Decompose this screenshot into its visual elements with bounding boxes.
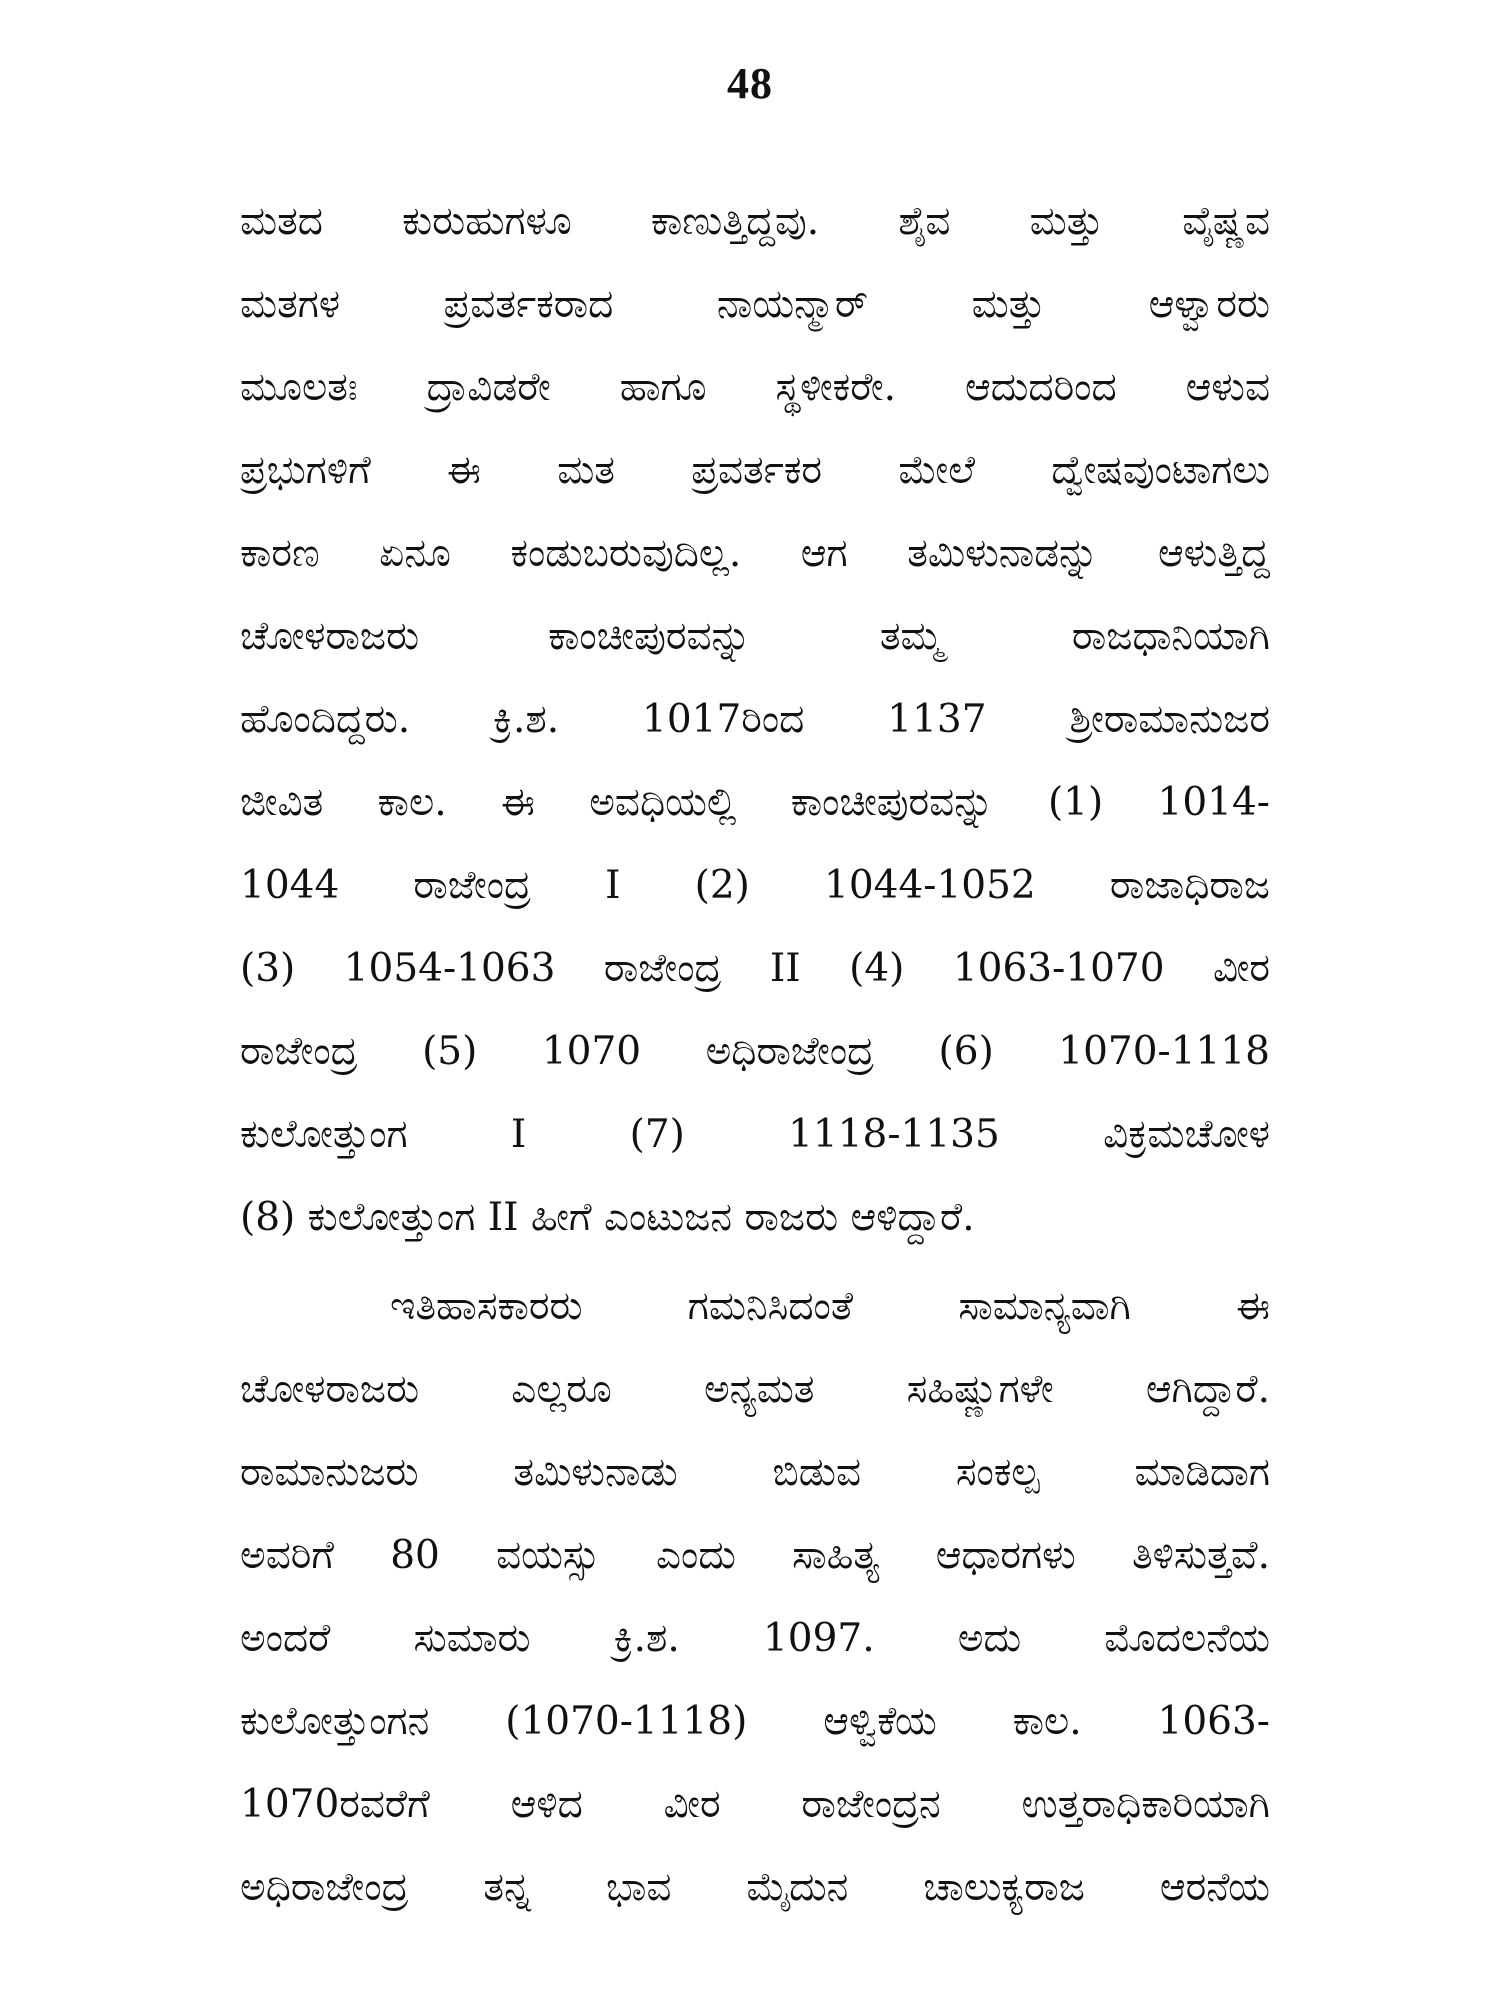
text-line: ಪ್ರಭುಗಳಿಗೆ ಈ ಮತ ಪ್ರವರ್ತಕರ ಮೇಲೆ ದ್ವೇಷವುಂಟಾಗಲು (240, 448, 1270, 493)
text-line: 1070ರವರೆಗೆ ಆಳಿದ ವೀರ ರಾಜೇಂದ್ರನ ಉತ್ತರಾಧಿಕಾರಿಯಾಗಿ (240, 1782, 1270, 1827)
paragraph-2 (240, 1265, 1270, 1929)
text-line: ಜೀವಿತ ಕಾಲ. ಈ ಅವಧಿಯಲ್ಲಿ ಕಾಂಚೀಪುರವನ್ನು (1) 1014- (240, 780, 1270, 825)
paragraph-1 (240, 180, 1270, 1259)
page-number: 48 (727, 59, 773, 108)
text-line: ಚೋಳರಾಜರು ಕಾಂಚೀಪುರವನ್ನು ತಮ್ಮ ರಾಜಧಾನಿಯಾಗಿ (240, 614, 1270, 659)
text-line: (3) 1054-1063 ರಾಜೇಂದ್ರ II (4) 1063-1070 ವೀರ (240, 946, 1270, 991)
text-line: ರಾಜೇಂದ್ರ (5) 1070 ಅಧಿರಾಜೇಂದ್ರ (6) 1070-1118 (240, 1029, 1270, 1074)
text-line: ಅವರಿಗೆ 80 ವಯಸ್ಸು ಎಂದು ಸಾಹಿತ್ಯ ಆಧಾರಗಳು ತಿಳಿಸುತ್ತವೆ. (240, 1533, 1270, 1578)
text-line: ಕಾರಣ ಏನೂ ಕಂಡುಬರುವುದಿಲ್ಲ. ಆಗ ತಮಿಳುನಾಡನ್ನು ಆಳುತ್ತಿದ್ದ (240, 531, 1270, 576)
text-line: 1044 ರಾಜೇಂದ್ರ I (2) 1044-1052 ರಾಜಾಧಿರಾಜ (240, 863, 1270, 908)
text-line: ರಾಮಾನುಜರು ತಮಿಳುನಾಡು ಬಿಡುವ ಸಂಕಲ್ಪ ಮಾಡಿದಾಗ (240, 1450, 1270, 1495)
text-line: ಚೋಳರಾಜರು ಎಲ್ಲರೂ ಅನ್ಯಮತ ಸಹಿಷ್ಣುಗಳೇ ಆಗಿದ್ದಾರೆ. (240, 1367, 1270, 1412)
text-line: (8) ಕುಲೋತ್ತುಂಗ II ಹೀಗೆ ಎಂಟುಜನ ರಾಜರು ಆಳಿದ್ದಾರೆ. (240, 1195, 975, 1240)
text-line: ಅಂದರೆ ಸುಮಾರು ಕ್ರಿ.ಶ. 1097. ಅದು ಮೊದಲನೆಯ (240, 1616, 1270, 1661)
text-line: ಕುಲೋತ್ತುಂಗ I (7) 1118-1135 ವಿಕ್ರಮಚೋಳ (240, 1112, 1270, 1157)
text-line: ಇತಿಹಾಸಕಾರರು ಗಮನಿಸಿದಂತೆ ಸಾಮಾನ್ಯವಾಗಿ ಈ (390, 1284, 1270, 1329)
text-line: ಮತದ ಕುರುಹುಗಳೂ ಕಾಣುತ್ತಿದ್ದವು. ಶೈವ ಮತ್ತು ವೈಷ್ಣವ (240, 199, 1270, 244)
body-text (240, 180, 1270, 1929)
text-line: ಅಧಿರಾಜೇಂದ್ರ ತನ್ನ ಭಾವ ಮೈದುನ ಚಾಲುಕ್ಯರಾಜ ಆರನೆಯ (240, 1865, 1270, 1910)
text-line: ಮೂಲತಃ ದ್ರಾವಿಡರೇ ಹಾಗೂ ಸ್ಥಳೀಕರೇ. ಆದುದರಿಂದ ಆಳುವ (240, 365, 1270, 410)
text-line: ಕುಲೋತ್ತುಂಗನ (1070-1118) ಆಳ್ವಿಕೆಯ ಕಾಲ. 1063- (240, 1699, 1270, 1744)
text-line: ಮತಗಳ ಪ್ರವರ್ತಕರಾದ ನಾಯನ್ಮಾರ್ ಮತ್ತು ಆಳ್ವಾರರು (240, 282, 1270, 327)
text-line: ಹೊಂದಿದ್ದರು. ಕ್ರಿ.ಶ. 1017ರಿಂದ 1137 ಶ್ರೀರಾಮಾನುಜರ (240, 697, 1270, 742)
